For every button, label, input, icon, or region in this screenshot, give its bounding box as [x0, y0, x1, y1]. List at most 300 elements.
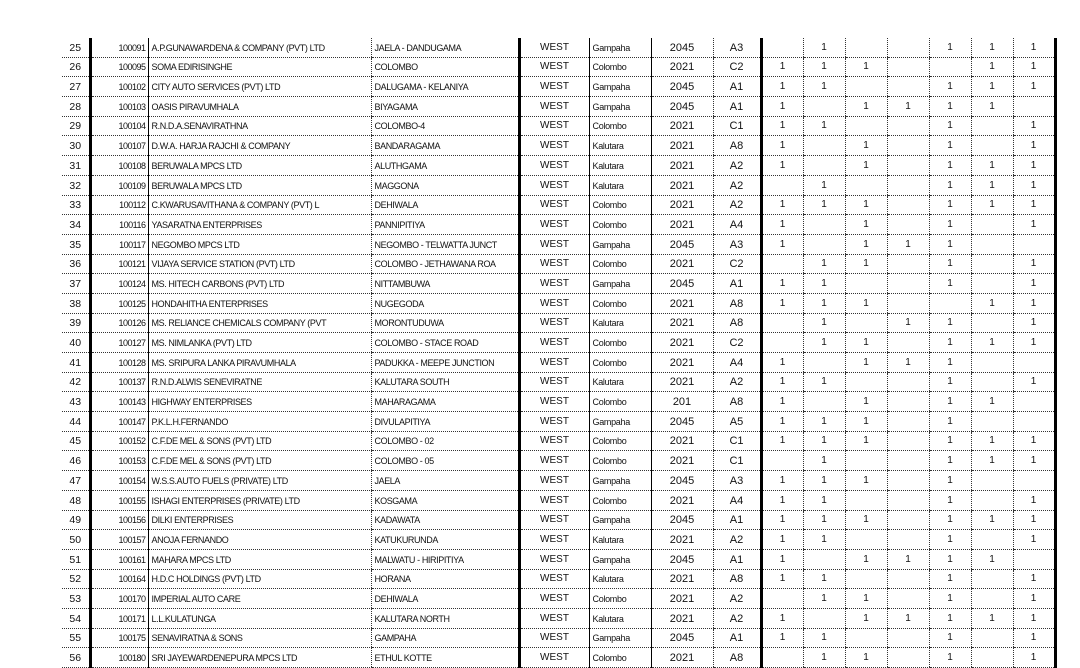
district-cell: Colombo — [589, 490, 651, 510]
table-row — [62, 451, 1055, 471]
district-cell: Colombo — [589, 195, 651, 215]
table-row — [62, 589, 1055, 609]
district-cell: Gampaha — [589, 38, 651, 57]
table-row — [62, 608, 1055, 628]
flag-cell: 1 — [803, 254, 845, 274]
dealer-city: PANNIPITIYA — [371, 215, 519, 235]
flag-cell: 1 — [929, 510, 971, 530]
dealer-city: DIVULAPITIYA — [371, 412, 519, 432]
flag-cell — [887, 195, 929, 215]
flag-cell: 1 — [971, 97, 1013, 117]
flag-cell — [1013, 471, 1055, 491]
flag-cell — [971, 569, 1013, 589]
province-cell: WEST — [519, 392, 589, 412]
province-cell: WEST — [519, 175, 589, 195]
dealer-name: D.W.A. HARJA RAJCHI & COMPANY — [148, 136, 371, 156]
stock-code: 2021 — [651, 490, 713, 510]
row-number: 50 — [62, 530, 90, 550]
dealer-code: 100126 — [90, 313, 148, 333]
flag-cell — [929, 293, 971, 313]
flag-cell: 1 — [803, 530, 845, 550]
table-row — [62, 97, 1055, 117]
dealer-name: DILKI ENTERPRISES — [148, 510, 371, 530]
province-cell: WEST — [519, 313, 589, 333]
district-cell: Kalutara — [589, 313, 651, 333]
flag-cell — [971, 215, 1013, 235]
dealer-code: 100107 — [90, 136, 148, 156]
dealer-city: NEGOMBO - TELWATTA JUNCT — [371, 234, 519, 254]
dealer-city: ALUTHGAMA — [371, 156, 519, 176]
flag-cell: 1 — [929, 549, 971, 569]
flag-cell: 1 — [971, 175, 1013, 195]
dealer-city: COLOMBO — [371, 57, 519, 77]
flag-cell — [1013, 549, 1055, 569]
province-cell: WEST — [519, 353, 589, 373]
flag-cell: 1 — [761, 628, 803, 648]
table-row — [62, 392, 1055, 412]
grade-cell: A8 — [713, 392, 761, 412]
row-number: 43 — [62, 392, 90, 412]
grade-cell: A4 — [713, 215, 761, 235]
flag-cell: 1 — [929, 530, 971, 550]
flag-cell: 1 — [929, 412, 971, 432]
flag-cell — [845, 451, 887, 471]
flag-cell: 1 — [803, 175, 845, 195]
flag-cell: 1 — [1013, 490, 1055, 510]
grade-cell: A3 — [713, 38, 761, 57]
row-number: 46 — [62, 451, 90, 471]
flag-cell: 1 — [929, 589, 971, 609]
flag-cell — [761, 648, 803, 668]
dealer-city: COLOMBO - JETHAWANA ROA — [371, 254, 519, 274]
province-cell: WEST — [519, 372, 589, 392]
flag-cell: 1 — [971, 451, 1013, 471]
row-number: 53 — [62, 589, 90, 609]
province-cell: WEST — [519, 38, 589, 57]
dealer-name: H.D.C HOLDINGS (PVT) LTD — [148, 569, 371, 589]
stock-code: 2021 — [651, 293, 713, 313]
stock-code: 2045 — [651, 549, 713, 569]
flag-cell: 1 — [845, 549, 887, 569]
dealer-city: HORANA — [371, 569, 519, 589]
flag-cell: 1 — [845, 471, 887, 491]
row-number: 54 — [62, 608, 90, 628]
row-number: 52 — [62, 569, 90, 589]
flag-cell: 1 — [803, 648, 845, 668]
flag-cell: 1 — [761, 293, 803, 313]
province-cell: WEST — [519, 57, 589, 77]
flag-cell — [971, 589, 1013, 609]
table-row — [62, 38, 1055, 57]
flag-cell — [887, 274, 929, 294]
stock-code: 2021 — [651, 530, 713, 550]
row-number: 45 — [62, 431, 90, 451]
flag-cell: 1 — [761, 530, 803, 550]
flag-cell — [971, 136, 1013, 156]
flag-cell: 1 — [845, 57, 887, 77]
dealer-city: JAELA - DANDUGAMA — [371, 38, 519, 57]
dealer-name: ANOJA FERNANDO — [148, 530, 371, 550]
province-cell: WEST — [519, 195, 589, 215]
flag-cell: 1 — [971, 333, 1013, 353]
flag-cell — [971, 234, 1013, 254]
flag-cell — [887, 175, 929, 195]
row-number: 35 — [62, 234, 90, 254]
flag-cell: 1 — [803, 333, 845, 353]
flag-cell: 1 — [761, 392, 803, 412]
dealer-name: BERUWALA MPCS LTD — [148, 156, 371, 176]
flag-cell — [887, 333, 929, 353]
flag-cell: 1 — [929, 490, 971, 510]
flag-cell: 1 — [929, 97, 971, 117]
district-cell: Gampaha — [589, 412, 651, 432]
table-row — [62, 57, 1055, 77]
flag-cell: 1 — [971, 156, 1013, 176]
province-cell: WEST — [519, 589, 589, 609]
flag-cell: 1 — [929, 628, 971, 648]
row-number: 31 — [62, 156, 90, 176]
dealer-code: 100175 — [90, 628, 148, 648]
flag-cell — [971, 471, 1013, 491]
dealer-table — [62, 38, 1057, 668]
stock-code: 2021 — [651, 313, 713, 333]
stock-code: 2045 — [651, 412, 713, 432]
stock-code: 2021 — [651, 254, 713, 274]
flag-cell: 1 — [887, 234, 929, 254]
dealer-name: MS. NIMLANKA (PVT) LTD — [148, 333, 371, 353]
district-cell: Colombo — [589, 333, 651, 353]
flag-cell — [845, 490, 887, 510]
province-cell: WEST — [519, 97, 589, 117]
province-cell: WEST — [519, 530, 589, 550]
row-number: 33 — [62, 195, 90, 215]
flag-cell — [1013, 412, 1055, 432]
flag-cell: 1 — [761, 136, 803, 156]
flag-cell: 1 — [971, 431, 1013, 451]
grade-cell: C2 — [713, 254, 761, 274]
row-number: 26 — [62, 57, 90, 77]
dealer-name: HONDAHITHA ENTERPRISES — [148, 293, 371, 313]
dealer-name: P.K.L.H.FERNANDO — [148, 412, 371, 432]
grade-cell: A2 — [713, 195, 761, 215]
flag-cell — [803, 608, 845, 628]
flag-cell: 1 — [803, 274, 845, 294]
row-number: 36 — [62, 254, 90, 274]
stock-code: 2021 — [651, 215, 713, 235]
district-cell: Colombo — [589, 293, 651, 313]
table-row — [62, 648, 1055, 668]
flag-cell — [887, 372, 929, 392]
stock-code: 2021 — [651, 431, 713, 451]
flag-cell: 1 — [929, 333, 971, 353]
dealer-code: 100102 — [90, 77, 148, 97]
dealer-name: VIJAYA SERVICE STATION (PVT) LTD — [148, 254, 371, 274]
flag-cell: 1 — [1013, 530, 1055, 550]
table-row — [62, 333, 1055, 353]
flag-cell — [1013, 97, 1055, 117]
row-number: 38 — [62, 293, 90, 313]
row-number: 44 — [62, 412, 90, 432]
flag-cell: 1 — [971, 77, 1013, 97]
flag-cell — [761, 333, 803, 353]
province-cell: WEST — [519, 510, 589, 530]
stock-code: 2021 — [651, 175, 713, 195]
district-cell: Gampaha — [589, 274, 651, 294]
flag-cell: 1 — [1013, 293, 1055, 313]
dealer-city: DEHIWALA — [371, 589, 519, 609]
flag-cell — [971, 490, 1013, 510]
province-cell: WEST — [519, 293, 589, 313]
flag-cell: 1 — [803, 372, 845, 392]
stock-code: 2021 — [651, 195, 713, 215]
flag-cell: 1 — [761, 431, 803, 451]
flag-cell: 1 — [761, 372, 803, 392]
flag-cell: 1 — [1013, 175, 1055, 195]
dealer-city: MAGGONA — [371, 175, 519, 195]
stock-code: 2021 — [651, 136, 713, 156]
flag-cell: 1 — [929, 648, 971, 668]
flag-cell: 1 — [929, 215, 971, 235]
table-row — [62, 628, 1055, 648]
grade-cell: A8 — [713, 569, 761, 589]
stock-code: 2045 — [651, 274, 713, 294]
dealer-name: R.N.D.A.SENAVIRATHNA — [148, 116, 371, 136]
dealer-name: W.S.S.AUTO FUELS (PRIVATE) LTD — [148, 471, 371, 491]
grade-cell: A8 — [713, 293, 761, 313]
flag-cell: 1 — [1013, 628, 1055, 648]
row-number: 34 — [62, 215, 90, 235]
dealer-code: 100095 — [90, 57, 148, 77]
flag-cell: 1 — [1013, 510, 1055, 530]
dealer-name: A.P.GUNAWARDENA & COMPANY (PVT) LTD — [148, 38, 371, 57]
table-row — [62, 549, 1055, 569]
flag-cell: 1 — [845, 97, 887, 117]
row-number: 27 — [62, 77, 90, 97]
stock-code: 2021 — [651, 569, 713, 589]
dealer-name: MS. SRIPURA LANKA PIRAVUMHALA — [148, 353, 371, 373]
dealer-city: ETHUL KOTTE — [371, 648, 519, 668]
flag-cell — [887, 412, 929, 432]
row-number: 41 — [62, 353, 90, 373]
flag-cell — [845, 530, 887, 550]
table-row — [62, 77, 1055, 97]
flag-cell — [887, 38, 929, 57]
flag-cell: 1 — [1013, 313, 1055, 333]
dealer-city: JAELA — [371, 471, 519, 491]
flag-cell: 1 — [845, 136, 887, 156]
flag-cell: 1 — [929, 274, 971, 294]
flag-cell — [887, 254, 929, 274]
district-cell: Colombo — [589, 57, 651, 77]
table-row — [62, 431, 1055, 451]
flag-cell — [845, 274, 887, 294]
flag-cell: 1 — [971, 57, 1013, 77]
flag-cell: 1 — [1013, 77, 1055, 97]
province-cell: WEST — [519, 254, 589, 274]
row-number: 25 — [62, 38, 90, 57]
flag-cell: 1 — [1013, 116, 1055, 136]
flag-cell — [887, 569, 929, 589]
flag-cell: 1 — [761, 97, 803, 117]
flag-cell: 1 — [1013, 608, 1055, 628]
dealer-code: 100127 — [90, 333, 148, 353]
flag-cell: 1 — [887, 608, 929, 628]
table-row — [62, 116, 1055, 136]
flag-cell: 1 — [971, 293, 1013, 313]
province-cell: WEST — [519, 431, 589, 451]
flag-cell — [887, 510, 929, 530]
grade-cell: A1 — [713, 97, 761, 117]
flag-cell: 1 — [761, 195, 803, 215]
flag-cell: 1 — [929, 431, 971, 451]
dealer-city: NITTAMBUWA — [371, 274, 519, 294]
flag-cell: 1 — [845, 333, 887, 353]
flag-cell: 1 — [887, 97, 929, 117]
flag-cell — [845, 175, 887, 195]
flag-cell — [971, 648, 1013, 668]
flag-cell — [887, 628, 929, 648]
table-row — [62, 313, 1055, 333]
table-row — [62, 175, 1055, 195]
dealer-code: 100103 — [90, 97, 148, 117]
dealer-name: SOMA EDIRISINGHE — [148, 57, 371, 77]
dealer-name: CITY AUTO SERVICES (PVT) LTD — [148, 77, 371, 97]
district-cell: Colombo — [589, 589, 651, 609]
district-cell: Gampaha — [589, 97, 651, 117]
flag-cell: 1 — [761, 274, 803, 294]
flag-cell: 1 — [971, 38, 1013, 57]
flag-cell — [845, 38, 887, 57]
table-row — [62, 490, 1055, 510]
flag-cell: 1 — [845, 293, 887, 313]
flag-cell: 1 — [761, 57, 803, 77]
flag-cell: 1 — [929, 77, 971, 97]
flag-cell — [1013, 234, 1055, 254]
flag-cell: 1 — [803, 195, 845, 215]
flag-cell — [887, 57, 929, 77]
flag-cell: 1 — [803, 77, 845, 97]
flag-cell — [887, 471, 929, 491]
province-cell: WEST — [519, 490, 589, 510]
grade-cell: A2 — [713, 608, 761, 628]
dealer-city: COLOMBO - STACE ROAD — [371, 333, 519, 353]
flag-cell — [887, 451, 929, 471]
province-cell: WEST — [519, 608, 589, 628]
dealer-city: NUGEGODA — [371, 293, 519, 313]
province-cell: WEST — [519, 333, 589, 353]
flag-cell: 1 — [929, 254, 971, 274]
flag-cell: 1 — [929, 471, 971, 491]
stock-code: 2045 — [651, 97, 713, 117]
flag-cell — [845, 116, 887, 136]
flag-cell — [971, 313, 1013, 333]
flag-cell — [845, 372, 887, 392]
dealer-city: MALWATU - HIRIPITIYA — [371, 549, 519, 569]
grade-cell: A3 — [713, 234, 761, 254]
dealer-city: COLOMBO - 02 — [371, 431, 519, 451]
flag-cell — [803, 392, 845, 412]
district-cell: Kalutara — [589, 156, 651, 176]
dealer-name: SRI JAYEWARDENEPURA MPCS LTD — [148, 648, 371, 668]
table-row — [62, 254, 1055, 274]
flag-cell: 1 — [761, 234, 803, 254]
flag-cell — [803, 234, 845, 254]
flag-cell: 1 — [803, 38, 845, 57]
dealer-name: C.F.DE MEL & SONS (PVT) LTD — [148, 431, 371, 451]
province-cell: WEST — [519, 156, 589, 176]
flag-cell: 1 — [1013, 333, 1055, 353]
grade-cell: A1 — [713, 549, 761, 569]
dealer-name: OASIS PIRAVUMHALA — [148, 97, 371, 117]
grade-cell: A8 — [713, 136, 761, 156]
flag-cell: 1 — [803, 628, 845, 648]
flag-cell: 1 — [845, 392, 887, 412]
dealer-code: 100128 — [90, 353, 148, 373]
dealer-name: SENAVIRATNA & SONS — [148, 628, 371, 648]
flag-cell: 1 — [929, 116, 971, 136]
province-cell: WEST — [519, 412, 589, 432]
flag-cell: 1 — [761, 569, 803, 589]
flag-cell — [929, 57, 971, 77]
grade-cell: A3 — [713, 471, 761, 491]
province-cell: WEST — [519, 451, 589, 471]
stock-code: 2045 — [651, 234, 713, 254]
flag-cell: 1 — [761, 549, 803, 569]
dealer-code: 100104 — [90, 116, 148, 136]
flag-cell — [887, 136, 929, 156]
stock-code: 2021 — [651, 589, 713, 609]
flag-cell: 1 — [845, 648, 887, 668]
table-row — [62, 412, 1055, 432]
dealer-code: 100153 — [90, 451, 148, 471]
flag-cell: 1 — [803, 431, 845, 451]
flag-cell: 1 — [1013, 136, 1055, 156]
flag-cell: 1 — [929, 38, 971, 57]
flag-cell: 1 — [971, 608, 1013, 628]
dealer-code: 100155 — [90, 490, 148, 510]
flag-cell: 1 — [803, 490, 845, 510]
flag-cell: 1 — [761, 215, 803, 235]
dealer-code: 100125 — [90, 293, 148, 313]
district-cell: Colombo — [589, 431, 651, 451]
flag-cell: 1 — [929, 313, 971, 333]
dealer-code: 100091 — [90, 38, 148, 57]
stock-code: 2021 — [651, 372, 713, 392]
dealer-code: 100156 — [90, 510, 148, 530]
district-cell: Gampaha — [589, 471, 651, 491]
flag-cell: 1 — [761, 353, 803, 373]
grade-cell: A2 — [713, 175, 761, 195]
flag-cell — [761, 451, 803, 471]
grade-cell: A2 — [713, 372, 761, 392]
flag-cell — [887, 589, 929, 609]
stock-code: 2045 — [651, 628, 713, 648]
flag-cell: 1 — [761, 490, 803, 510]
dealer-city: KALUTARA NORTH — [371, 608, 519, 628]
dealer-code: 100117 — [90, 234, 148, 254]
flag-cell — [971, 412, 1013, 432]
row-number: 49 — [62, 510, 90, 530]
dealer-city: DALUGAMA - KELANIYA — [371, 77, 519, 97]
row-number: 55 — [62, 628, 90, 648]
flag-cell: 1 — [803, 313, 845, 333]
flag-cell — [803, 97, 845, 117]
stock-code: 2021 — [651, 57, 713, 77]
table-row — [62, 136, 1055, 156]
row-number: 42 — [62, 372, 90, 392]
dealer-code: 100108 — [90, 156, 148, 176]
flag-cell: 1 — [845, 234, 887, 254]
